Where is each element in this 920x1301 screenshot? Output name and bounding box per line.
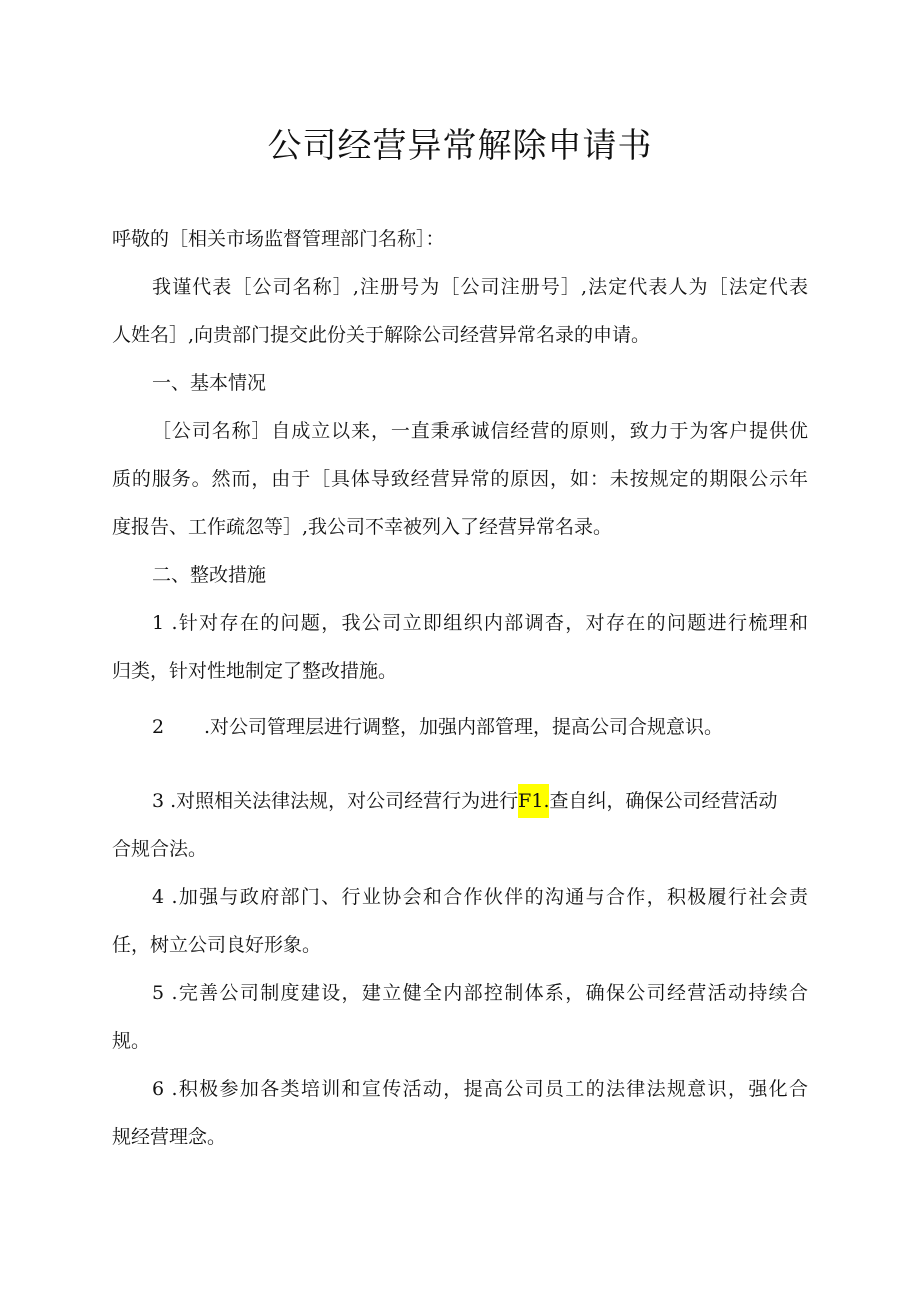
section-1-heading: 一、基本情况 [152, 372, 267, 394]
item-5-line-2: 规。 [112, 1030, 151, 1052]
item-6-line-2: 规经营理念。 [112, 1126, 227, 1148]
item-5-line-1: 5 .完善公司制度建设，建立健全内部控制体系，确保公司经营活动持续合 [152, 982, 808, 1004]
item-3-text-before: 3 .对照相关法律法规，对公司经营行为进行 [152, 790, 519, 812]
item-4-line-1: 4 .加强与政府部门、行业协会和合作伙伴的沟通与合作，积极履行社会责 [152, 886, 808, 908]
document-title: 公司经营异常解除申请书 [267, 126, 653, 166]
item-1-line-1: 1 .针对存在的问题，我公司立即组织内部调杳，对存在的问题进行梳理和 [152, 612, 808, 634]
section-1-line-2: 质的服务。然而，由于［具体导致经营异常的原因，如：未按规定的期限公示年 [112, 468, 808, 490]
intro-line-1: 我谨代表［公司名称］,注册号为［公司注册号］,法定代表人为［法定代表 [152, 276, 808, 298]
section-1-line-3: 度报告、工作疏忽等］,我公司不幸被列入了经营异常名录。 [112, 516, 613, 538]
section-2-heading: 二、整改措施 [152, 564, 267, 586]
salutation: 呼敬的［相关市场监督管理部门名称］： [112, 228, 445, 250]
item-4-line-2: 任，树立公司良好形象。 [112, 934, 322, 956]
item-3-line-1 [152, 788, 778, 814]
item-1-line-2: 归类，针对性地制定了整改措施。 [112, 660, 398, 682]
item-3-text-after: 查自纠，确保公司经营活动 [549, 790, 778, 812]
section-1-line-1: ［公司名称］自成立以来，一直秉承诚信经营的原则，致力于为客户提供优 [152, 420, 808, 442]
item-6-line-1: 6 .积极参加各类培训和宣传活动，提高公司员工的法律法规意识，强化合 [152, 1078, 808, 1100]
intro-line-2: 人姓名］,向贵部门提交此份关于解除公司经营异常名录的申请。 [112, 324, 651, 346]
item-2-text: .对公司管理层进行调整，加强内部管理，提高公司合规意识。 [204, 716, 724, 738]
item-2-number: 2 [152, 716, 165, 738]
highlighted-text: F1. [518, 784, 549, 818]
item-3-line-2: 合规合法。 [112, 838, 208, 860]
